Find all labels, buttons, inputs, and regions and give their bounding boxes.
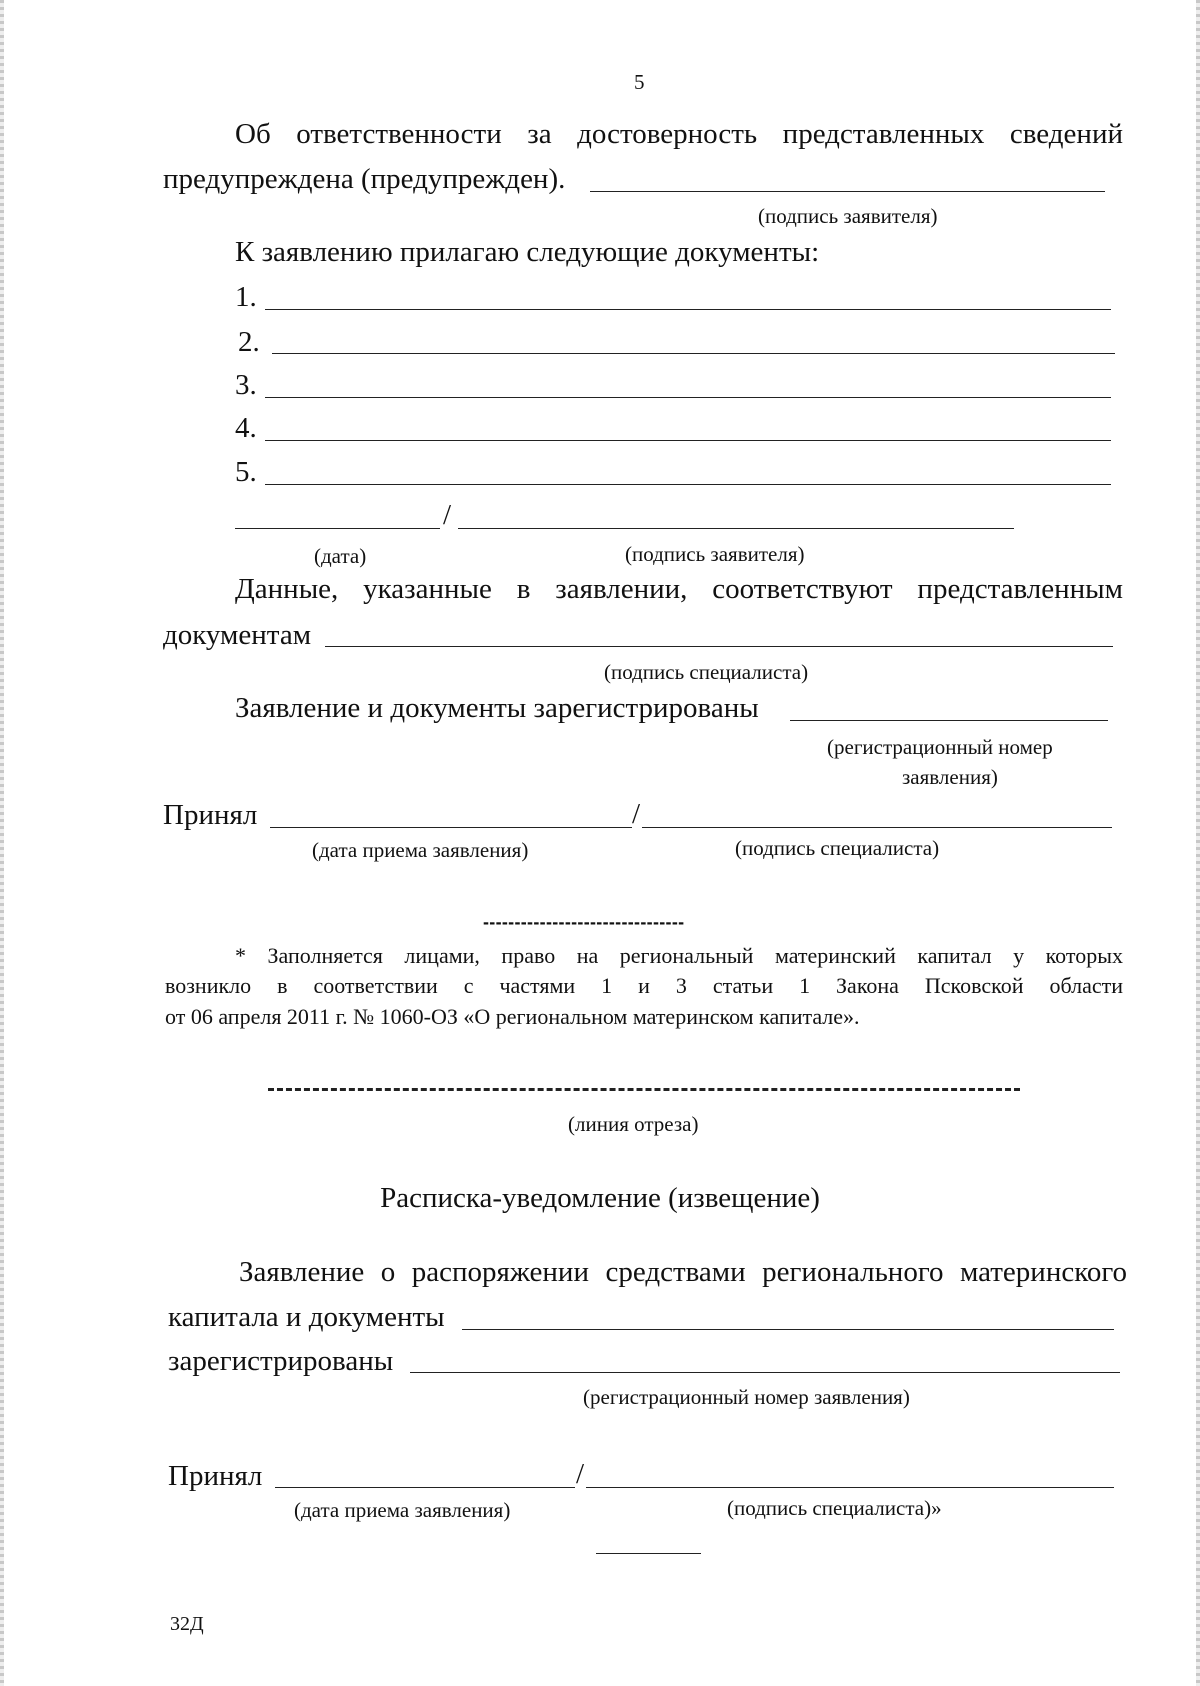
receipt-line-1: Заявление о распоряжении средствами регионального материнского: [239, 1256, 1127, 1288]
attachment-line-1[interactable]: [265, 309, 1111, 310]
attachment-number-4: 4.: [235, 412, 257, 444]
applicant-signature-line-2[interactable]: [458, 528, 1014, 529]
applicant-signature-caption-2: (подпись заявителя): [625, 542, 805, 566]
registration-caption-line-2: заявления): [902, 765, 998, 789]
accepted-label: Принял: [163, 799, 258, 831]
receipt-line-2: капитала и документы: [168, 1301, 445, 1333]
receipt-registration-caption: (регистрационный номер заявления): [583, 1385, 910, 1409]
receipt-acceptance-date-line[interactable]: [275, 1487, 575, 1488]
applicant-signature-line-1[interactable]: [590, 191, 1105, 192]
registration-text: Заявление и документы зарегистрированы: [235, 692, 759, 724]
footnote-line-3: от 06 апреля 2011 г. № 1060-ОЗ «О региональном материнском капитале».: [165, 1004, 860, 1029]
date-line[interactable]: [235, 528, 440, 529]
receipt-accepted-label: Принял: [168, 1460, 263, 1492]
attachments-heading: К заявлению прилагаю следующие документы:: [235, 236, 820, 268]
end-rule: [596, 1553, 701, 1554]
receipt-accepted-slash: /: [576, 1458, 585, 1490]
attachment-number-1: 1.: [235, 281, 257, 313]
page-number: 5: [634, 70, 645, 94]
date-caption: (дата): [314, 544, 367, 568]
specialist-signature-line-1[interactable]: [325, 646, 1113, 647]
attachment-line-5[interactable]: [265, 484, 1111, 485]
attachment-number-3: 3.: [235, 369, 257, 401]
attachment-line-2[interactable]: [272, 353, 1115, 354]
receipt-specialist-signature-caption: (подпись специалиста)»: [727, 1496, 942, 1520]
registration-number-line[interactable]: [790, 720, 1108, 721]
acceptance-date-caption: (дата приема заявления): [312, 838, 529, 862]
attachment-number-5: 5.: [235, 456, 257, 488]
document-code: 32Д: [170, 1613, 204, 1635]
verification-line-1: Данные, указанные в заявлении, соответствуют представленным: [235, 573, 1123, 605]
footnote-line-2: возникло в соответствии с частями 1 и 3 статьи 1 Закона Псковской области: [165, 973, 1123, 998]
responsibility-line-1: Об ответственности за достоверность представленных сведений: [235, 118, 1123, 150]
receipt-registration-line[interactable]: [410, 1372, 1120, 1373]
responsibility-line-2: предупреждена (предупрежден).: [163, 163, 566, 195]
attachment-number-2: 2.: [238, 326, 260, 358]
scan-edge-right: [1196, 0, 1200, 1686]
footnote-line-1: * Заполняется лицами, право на региональный материнский капитал у которых: [235, 943, 1123, 968]
verification-line-2: документам: [163, 619, 312, 651]
specialist-signature-line-2[interactable]: [642, 827, 1112, 828]
date-signature-slash: /: [443, 499, 452, 531]
footnote-separator: --------------------------------: [483, 912, 685, 932]
accepted-slash: /: [632, 798, 641, 830]
acceptance-date-line[interactable]: [270, 827, 632, 828]
specialist-signature-caption-1: (подпись специалиста): [604, 660, 809, 684]
applicant-signature-caption-1: (подпись заявителя): [758, 204, 938, 228]
specialist-signature-caption-2: (подпись специалиста): [735, 836, 940, 860]
receipt-line-3: зарегистрированы: [168, 1345, 394, 1377]
attachment-line-3[interactable]: [265, 397, 1111, 398]
registration-caption-line-1: (регистрационный номер: [827, 735, 1053, 759]
receipt-documents-line[interactable]: [462, 1329, 1114, 1330]
attachment-line-4[interactable]: [265, 440, 1111, 441]
cut-line: [268, 1088, 1020, 1091]
receipt-specialist-signature-line[interactable]: [586, 1487, 1114, 1488]
cut-line-caption: (линия отреза): [568, 1112, 699, 1136]
receipt-acceptance-date-caption: (дата приема заявления): [294, 1498, 511, 1522]
scan-edge-left: [0, 0, 4, 1686]
receipt-title: Расписка-уведомление (извещение): [380, 1182, 820, 1214]
